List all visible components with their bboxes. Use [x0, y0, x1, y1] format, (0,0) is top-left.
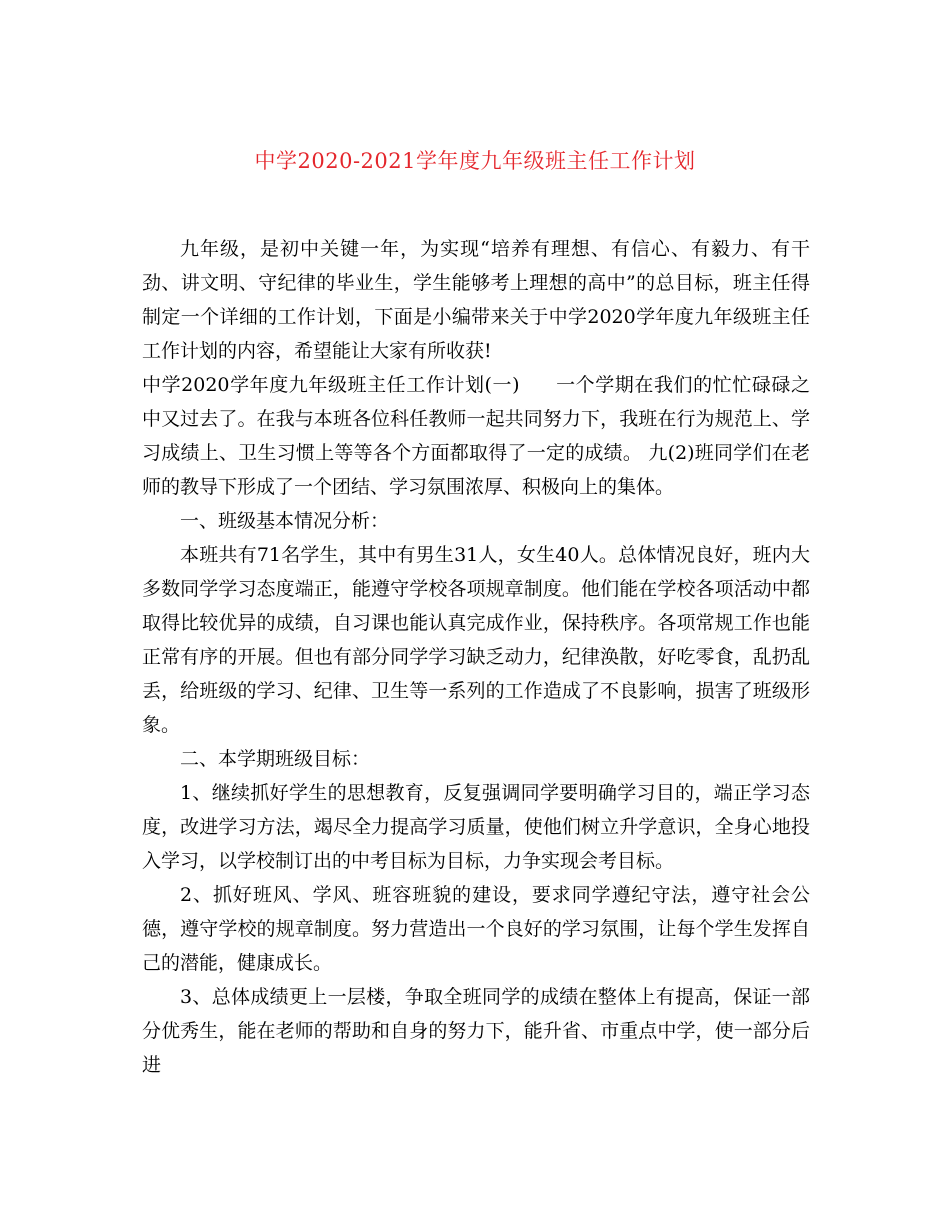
- section-heading-semester-goals: 二、本学期班级目标：: [180, 748, 371, 770]
- section-heading-class-analysis: 一、班级基本情况分析：: [180, 510, 390, 532]
- goal-item-3: 3、总体成绩更上一层楼，争取全班同学的成绩在整体上有提高，保证一部分优秀生，能在老师的帮助和自身的努力下，能升省、市重点中学，使一部分后进: [142, 986, 810, 1076]
- goal-item-1: 1、继续抓好学生的思想教育，反复强调同学要明确学习目的，端正学习态度，改进学习方法，竭尽全力提高学习质量，使他们树立升学意识，全身心地投入学习，以学校制订出的中考目标为目标，力争实现会考目标。: [142, 782, 810, 872]
- plan-intro-text: 一个学期在我们的忙忙碌碌之中又过去了。在我与本班各位科任教师一起共同努力下，我班在行为规范上、学习成绩上、卫生习惯上等等各个方面都取得了一定的成绩。 九(2)班同学们在老师的教导下形成了一个团结、学习氛围浓厚、积极向上的集体。: [142, 374, 810, 498]
- document-body: [142, 232, 810, 1082]
- plan-heading: 中学2020学年度九年级班主任工作计划(一): [142, 374, 520, 396]
- document-title: 中学2020-2021学年度九年级班主任工作计划: [254, 149, 696, 173]
- class-analysis-paragraph: 本班共有71名学生，其中有男生31人，女生40人。总体情况良好，班内大多数同学学习态度端正，能遵守学校各项规章制度。他们能在学校各项活动中都取得比较优异的成绩，自习课也能认真完成作业，保持秩序。各项常规工作也能正常有序的开展。但也有部分同学学习缺乏动力，纪律涣散，好吃零食，乱扔乱丢，给班级的学习、纪律、卫生等一系列的工作造成了不良影响，损害了班级形象。: [142, 544, 810, 736]
- goal-item-2: 2、抓好班风、学风、班容班貌的建设，要求同学遵纪守法，遵守社会公德，遵守学校的规章制度。努力营造出一个良好的学习氛围，让每个学生发挥自己的潜能，健康成长。: [142, 884, 810, 974]
- intro-paragraph: 九年级，是初中关键一年，为实现“培养有理想、有信心、有毅力、有干劲、讲文明、守纪律的毕业生，学生能够考上理想的高中”的总目标，班主任得制定一个详细的工作计划，下面是小编带来关于中学2020学年度九年级班主任工作计划的内容，希望能让大家有所收获!: [142, 238, 810, 362]
- plan-heading-paragraph: [142, 368, 810, 504]
